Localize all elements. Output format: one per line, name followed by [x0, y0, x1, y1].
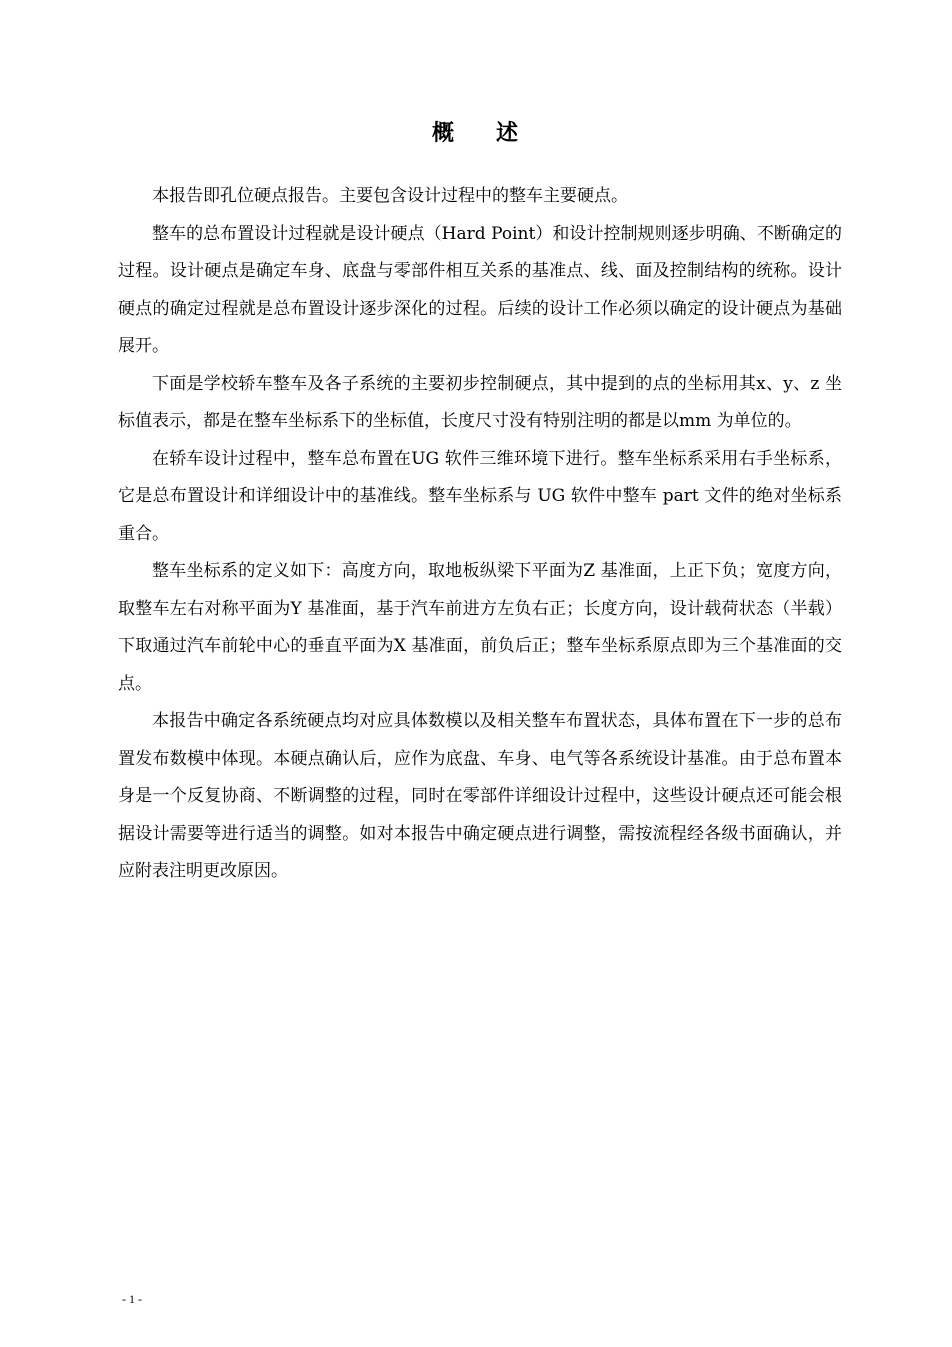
title-char-2: 述: [496, 121, 521, 146]
paragraph-ug-software: 在轿车设计过程中，整车总布置在UG 软件三维环境下进行。整车坐标系采用右手坐标系，它是总布置设计和详细设计中的基准线。整车坐标系与 UG 软件中整车 part 文件的绝对坐标系重合。: [118, 448, 842, 544]
title-char-1: 概: [431, 121, 456, 146]
page-number: - 1 -: [122, 1292, 142, 1306]
page-title: [0, 116, 952, 147]
paragraph-hard-point: 整车的总布置设计过程就是设计硬点（Hard Point）和设计控制规则逐步明确、不断确定的过程。设计硬点是确定车身、底盘与零部件相互关系的基准点、线、面及控制结构的统称。设计硬点的确定过程就是总布置设计逐步深化的过程。后续的设计工作必须以确定的设计硬点为基础展开。: [118, 223, 842, 356]
body-text: [118, 178, 842, 891]
paragraph-intro: 本报告即孔位硬点报告。主要包含设计过程中的整车主要硬点。: [152, 186, 628, 206]
paragraph-confirmation: 本报告中确定各系统硬点均对应具体数模以及相关整车布置状态，具体布置在下一步的总布置发布数模中体现。本硬点确认后，应作为底盘、车身、电气等各系统设计基准。由于总布置本身是一个反复协商、不断调整的过程，同时在零部件详细设计过程中，这些设计硬点还可能会根据设计需要等进行适当的调整。如对本报告中确定硬点进行调整，需按流程经各级书面确认，并应附表注明更改原因。: [118, 711, 842, 881]
paragraph-coordinate-definition: 整车坐标系的定义如下：高度方向，取地板纵梁下平面为Z 基准面，上正下负；宽度方向，取整车左右对称平面为Y 基准面，基于汽车前进方左负右正；长度方向，设计载荷状态（半载）下取通过汽车前轮中心的垂直平面为X 基准面，前负后正；整车坐标系原点即为三个基准面的交点。: [118, 561, 842, 694]
paragraph-coordinates: 下面是学校轿车整车及各子系统的主要初步控制硬点，其中提到的点的坐标用其x、y、z 坐标值表示，都是在整车坐标系下的坐标值，长度尺寸没有特别注明的都是以mm 为单位的。: [118, 373, 842, 431]
